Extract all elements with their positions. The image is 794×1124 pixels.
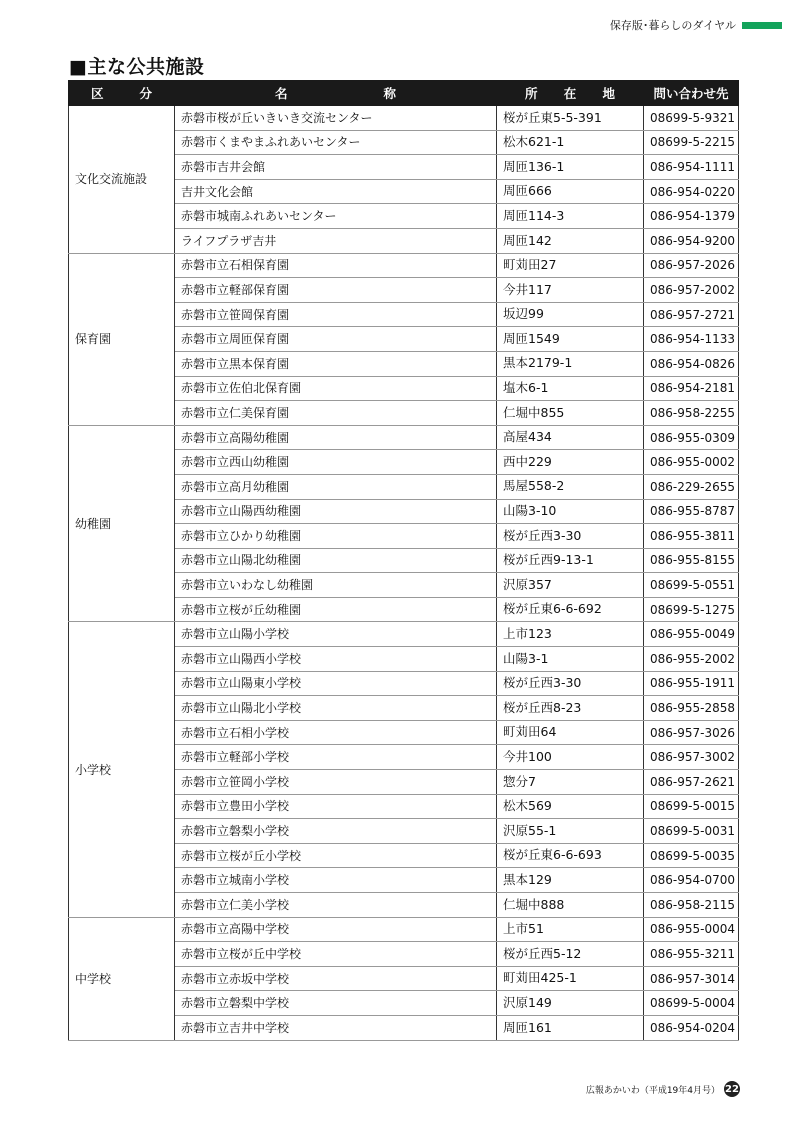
column-header-contact: 問い合わせ先 (644, 81, 739, 106)
name-cell: 赤磐市立磐梨小学校 (175, 819, 497, 844)
address-cell: 黒本2179-1 (497, 351, 644, 376)
address-cell: 塩木6-1 (497, 376, 644, 401)
table-body (69, 106, 739, 1041)
address-cell: 町苅田425-1 (497, 966, 644, 991)
tel-cell: 086-957-2621 (644, 770, 739, 795)
name-cell: 赤磐市城南ふれあいセンター (175, 204, 497, 229)
page-footer (586, 1081, 740, 1097)
address-cell: 町苅田64 (497, 720, 644, 745)
tel-cell: 086-954-1133 (644, 327, 739, 352)
tel-cell: 08699-5-2215 (644, 130, 739, 155)
address-cell: 上市123 (497, 622, 644, 647)
column-header-category-part: 区 (91, 86, 104, 101)
tel-cell: 086-958-2255 (644, 401, 739, 426)
tel-cell: 086-954-0700 (644, 868, 739, 893)
name-cell: 赤磐市立高陽中学校 (175, 917, 497, 942)
name-cell: 赤磐市立赤坂中学校 (175, 966, 497, 991)
name-cell: 赤磐市立西山幼稚園 (175, 450, 497, 475)
address-cell: 周匝142 (497, 228, 644, 253)
category-cell: 幼稚園 (69, 425, 175, 622)
tel-cell: 086-955-8787 (644, 499, 739, 524)
address-cell: 黒本129 (497, 868, 644, 893)
address-cell: 馬屋558-2 (497, 474, 644, 499)
address-cell: 沢原55-1 (497, 819, 644, 844)
column-header-address (497, 81, 644, 106)
name-cell: 赤磐市立桜が丘幼稚園 (175, 597, 497, 622)
tel-cell: 086-955-0049 (644, 622, 739, 647)
page-number-badge: 22 (724, 1081, 740, 1097)
name-cell: 赤磐市立佐伯北保育園 (175, 376, 497, 401)
address-cell: 上市51 (497, 917, 644, 942)
table-row (69, 106, 739, 131)
tel-cell: 086-957-3002 (644, 745, 739, 770)
address-cell: 沢原357 (497, 573, 644, 598)
address-cell: 沢原149 (497, 991, 644, 1016)
name-cell: 赤磐市立山陽北幼稚園 (175, 548, 497, 573)
tel-cell: 086-957-3014 (644, 966, 739, 991)
tel-cell: 086-954-2181 (644, 376, 739, 401)
address-cell: 惣分7 (497, 770, 644, 795)
category-cell: 中学校 (69, 917, 175, 1040)
public-facilities-table (68, 80, 739, 1041)
address-cell: 松木569 (497, 794, 644, 819)
name-cell: 赤磐市桜が丘いきいき交流センター (175, 106, 497, 131)
category-cell: 文化交流施設 (69, 106, 175, 254)
name-cell: 赤磐市立山陽小学校 (175, 622, 497, 647)
name-cell: 赤磐市吉井会館 (175, 155, 497, 180)
tel-cell: 08699-5-0031 (644, 819, 739, 844)
tel-cell: 08699-5-0015 (644, 794, 739, 819)
tel-cell: 086-955-8155 (644, 548, 739, 573)
address-cell: 仁堀中888 (497, 893, 644, 918)
tel-cell: 086-955-0004 (644, 917, 739, 942)
address-cell: 周匝161 (497, 1015, 644, 1040)
table-row (69, 917, 739, 942)
address-cell: 桜が丘西9-13-1 (497, 548, 644, 573)
name-cell: 赤磐市立いわなし幼稚園 (175, 573, 497, 598)
address-cell: 山陽3-1 (497, 647, 644, 672)
tel-cell: 086-957-2721 (644, 302, 739, 327)
address-cell: 桜が丘西5-12 (497, 942, 644, 967)
table-header-row (69, 81, 739, 106)
address-cell: 仁堀中855 (497, 401, 644, 426)
address-cell: 松木621-1 (497, 130, 644, 155)
name-cell: 赤磐市立磐梨中学校 (175, 991, 497, 1016)
address-cell: 桜が丘西8-23 (497, 696, 644, 721)
tel-cell: 086-954-0826 (644, 351, 739, 376)
name-cell: 赤磐市立山陽西小学校 (175, 647, 497, 672)
column-header-name-part: 称 (383, 86, 396, 101)
column-header-category-part: 分 (139, 86, 152, 101)
name-cell: 赤磐市立桜が丘中学校 (175, 942, 497, 967)
address-cell: 今井117 (497, 278, 644, 303)
tel-cell: 086-955-0002 (644, 450, 739, 475)
tel-cell: 08699-5-0035 (644, 843, 739, 868)
name-cell: ライフプラザ吉井 (175, 228, 497, 253)
address-cell: 坂辺99 (497, 302, 644, 327)
name-cell: 赤磐市立ひかり幼稚園 (175, 524, 497, 549)
column-header-category (69, 81, 175, 106)
tel-cell: 08699-5-1275 (644, 597, 739, 622)
tel-cell: 086-955-2858 (644, 696, 739, 721)
tel-cell: 086-955-3811 (644, 524, 739, 549)
tel-cell: 086-954-1379 (644, 204, 739, 229)
address-cell: 西中229 (497, 450, 644, 475)
column-header-address-part: 所 (525, 86, 538, 101)
address-cell: 周匝1549 (497, 327, 644, 352)
tel-cell: 086-954-0204 (644, 1015, 739, 1040)
footer-publication: 広報あかいわ（平成19年4月号） (585, 1085, 720, 1096)
tel-cell: 086-957-3026 (644, 720, 739, 745)
address-cell: 桜が丘東6-6-693 (497, 843, 644, 868)
column-header-name-part: 名 (275, 86, 288, 101)
tel-cell: 086-957-2026 (644, 253, 739, 278)
address-cell: 桜が丘西3-30 (497, 524, 644, 549)
name-cell: 赤磐市立笹岡小学校 (175, 770, 497, 795)
category-cell: 小学校 (69, 622, 175, 917)
tel-cell: 086-955-3211 (644, 942, 739, 967)
name-cell: 赤磐市立仁美小学校 (175, 893, 497, 918)
name-cell: 赤磐市立軽部小学校 (175, 745, 497, 770)
address-cell: 桜が丘東6-6-692 (497, 597, 644, 622)
table-row (69, 425, 739, 450)
name-cell: 赤磐市立山陽東小学校 (175, 671, 497, 696)
tel-cell: 086-958-2115 (644, 893, 739, 918)
name-cell: 赤磐市立高陽幼稚園 (175, 425, 497, 450)
address-cell: 桜が丘東5-5-391 (497, 106, 644, 131)
address-cell: 周匝666 (497, 179, 644, 204)
name-cell: 赤磐市くまやまふれあいセンター (175, 130, 497, 155)
tel-cell: 086-229-2655 (644, 474, 739, 499)
name-cell: 赤磐市立山陽北小学校 (175, 696, 497, 721)
name-cell: 赤磐市立山陽西幼稚園 (175, 499, 497, 524)
address-cell: 山陽3-10 (497, 499, 644, 524)
name-cell: 赤磐市立豊田小学校 (175, 794, 497, 819)
section-header-tag (610, 17, 782, 33)
table-row (69, 253, 739, 278)
address-cell: 町苅田27 (497, 253, 644, 278)
column-header-address-part: 地 (602, 86, 615, 101)
tel-cell: 086-955-2002 (644, 647, 739, 672)
name-cell: 赤磐市立軽部保育園 (175, 278, 497, 303)
name-cell: 赤磐市立笹岡保育園 (175, 302, 497, 327)
name-cell: 赤磐市立吉井中学校 (175, 1015, 497, 1040)
name-cell: 赤磐市立周匝保育園 (175, 327, 497, 352)
tel-cell: 08699-5-9321 (644, 106, 739, 131)
name-cell: 赤磐市立黒本保育園 (175, 351, 497, 376)
category-cell: 保育園 (69, 253, 175, 425)
address-cell: 周匝114-3 (497, 204, 644, 229)
name-cell: 吉井文化会館 (175, 179, 497, 204)
header-tag-text: 保存版･暮らしのダイヤル (609, 19, 736, 32)
name-cell: 赤磐市立高月幼稚園 (175, 474, 497, 499)
address-cell: 今井100 (497, 745, 644, 770)
name-cell: 赤磐市立桜が丘小学校 (175, 843, 497, 868)
tel-cell: 086-957-2002 (644, 278, 739, 303)
header-accent-bar (742, 22, 782, 29)
name-cell: 赤磐市立石相小学校 (175, 720, 497, 745)
address-cell: 桜が丘西3-30 (497, 671, 644, 696)
tel-cell: 086-954-1111 (644, 155, 739, 180)
address-cell: 高屋434 (497, 425, 644, 450)
column-header-name (175, 81, 497, 106)
tel-cell: 086-955-0309 (644, 425, 739, 450)
table-row (69, 622, 739, 647)
tel-cell: 086-954-9200 (644, 228, 739, 253)
name-cell: 赤磐市立城南小学校 (175, 868, 497, 893)
tel-cell: 08699-5-0551 (644, 573, 739, 598)
name-cell: 赤磐市立石相保育園 (175, 253, 497, 278)
tel-cell: 08699-5-0004 (644, 991, 739, 1016)
name-cell: 赤磐市立仁美保育園 (175, 401, 497, 426)
section-title: ■主な公共施設 (69, 56, 205, 78)
column-header-address-part: 在 (563, 86, 577, 101)
tel-cell: 086-955-1911 (644, 671, 739, 696)
tel-cell: 086-954-0220 (644, 179, 739, 204)
address-cell: 周匝136-1 (497, 155, 644, 180)
